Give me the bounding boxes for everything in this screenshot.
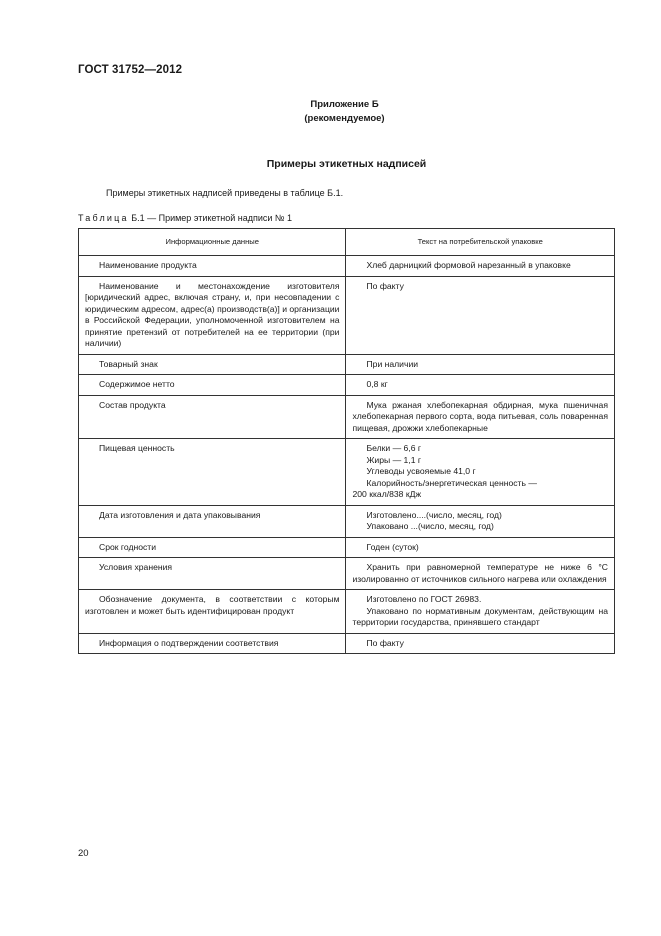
info-cell [79,395,346,439]
table-caption-word: Таблица [78,213,129,223]
info-cell [79,375,346,396]
label-text-line: Жиры — 1,1 г [366,454,422,465]
label-text-line: Годен (суток) [366,541,419,552]
info-cell [79,505,346,537]
info-text: Наименование и местонахождение изготовителя [юридический адрес, включая страну, и, при несовпадении с юридическим адресом, адрес(а) производств(а)] и организации в Российской Федерации, уполномоченной изготовителем на принятие претензий от потребителей на ее территории (при наличии) [85,280,340,348]
info-text: Пищевая ценность [99,443,175,453]
info-text: Содержимое нетто [99,379,175,389]
label-text-line: Упаковано по нормативным документам, действующим на территории государства, принявшего стандарт [352,605,608,627]
label-text-line: По факту [366,637,404,648]
label-text-cell [346,633,615,654]
label-text-cell [346,537,615,558]
label-text-line: 200 ккал/838 кДж [352,489,422,499]
appendix-heading [0,98,661,126]
label-text-cell [346,439,615,506]
label-text-line: Углеводы усвояемые 41,0 г [366,466,476,476]
table-header-row [79,229,615,256]
info-text: Срок годности [99,541,157,552]
table-row [79,590,615,634]
info-text: Товарный знак [99,358,158,369]
column-header-text: Текст на потребительской упаковке [346,229,615,256]
label-text-cell [346,256,615,277]
label-text-line: Упаковано ...(число, месяц, год) [366,521,494,531]
info-text: Дата изготовления и дата упаковывания [99,509,261,520]
label-text-line: Изготовлено....(число, месяц, год) [366,509,502,520]
label-text-cell [346,590,615,634]
appendix-title: Приложение Б [310,99,379,110]
document-code: ГОСТ 31752—2012 [78,64,183,76]
info-text: Состав продукта [99,399,166,410]
table-caption [78,213,292,223]
table-row [79,439,615,506]
label-text-line: По факту [366,280,404,291]
label-text-line: Белки — 6,6 г [366,443,422,453]
appendix-status: (рекомендуемое) [304,113,385,124]
table-row [79,256,615,277]
page-number: 20 [78,848,89,859]
table-row [79,505,615,537]
table-row [79,558,615,590]
table-row [79,354,615,375]
label-text-cell [346,354,615,375]
table-row [79,537,615,558]
info-cell [79,354,346,375]
table-row [79,633,615,654]
info-text: Условия хранения [99,562,173,572]
info-cell [79,256,346,277]
label-text-cell [346,375,615,396]
label-text-line: Изготовлено по ГОСТ 26983. [366,594,482,604]
info-text: Обозначение документа, в соответствии с которым изготовлен и может быть идентифицирован продукт [85,594,340,616]
label-text-line: При наличии [366,358,419,369]
info-cell [79,558,346,590]
label-text-line: Мука ржаная хлебопекарная обдирная, мука пшеничная хлебопекарная первого сорта, вода питьевая, соль поваренная пищевая, дрожжи хлебопекарные [352,399,608,433]
table-row [79,395,615,439]
info-text: Информация о подтверждении соответствия [99,637,279,648]
info-cell [79,590,346,634]
table-caption-text: Б.1 — Пример этикетной надписи № 1 [128,213,293,223]
column-header-info: Информационные данные [79,229,346,256]
label-text-cell [346,395,615,439]
info-cell [79,276,346,354]
label-text-line: Хлеб дарницкий формовой нарезанный в упаковке [366,260,571,270]
label-text-cell [346,558,615,590]
intro-paragraph: Примеры этикетных надписей приведены в таблице Б.1. [106,188,344,198]
label-example-table [78,228,615,654]
label-text-line: Хранить при равномерной температуре не ниже 6 °С изолированно от источников сильного нагрева или охлаждения [352,562,608,584]
label-text-cell [346,505,615,537]
info-cell [79,439,346,506]
label-text-line: 0,8 кг [366,379,388,389]
info-cell [79,633,346,654]
table-row [79,276,615,354]
info-text: Наименование продукта [99,260,197,270]
label-text-line: Калорийность/энергетическая ценность — [366,477,537,488]
info-cell [79,537,346,558]
section-title: Примеры этикетных надписей [266,158,427,170]
label-text-cell [346,276,615,354]
table-row [79,375,615,396]
